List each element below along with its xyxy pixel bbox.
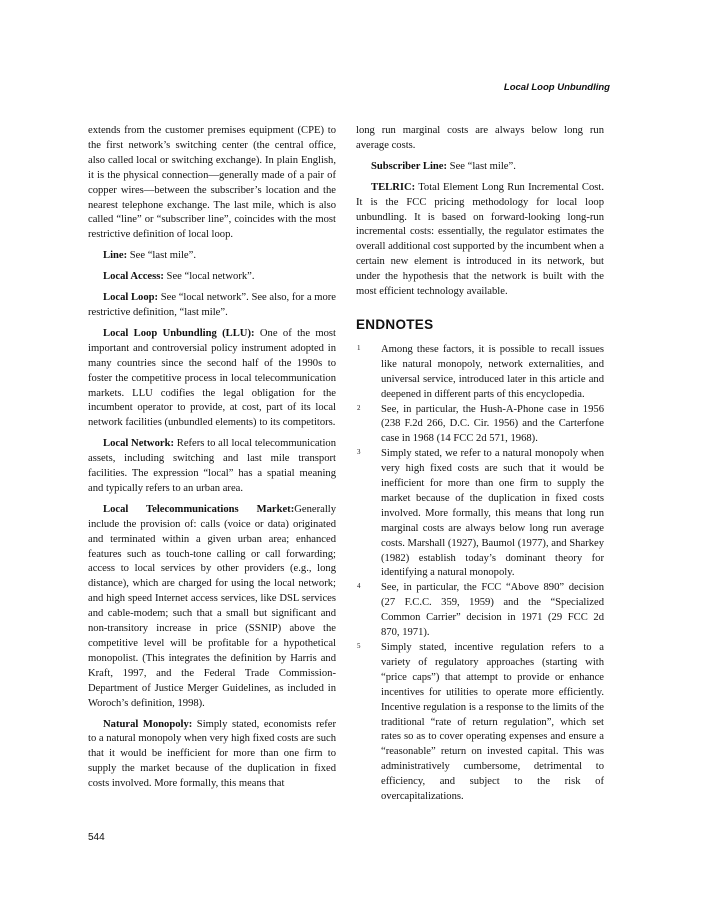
- glossary-definition: Simply stated, economists refer to a natural monopoly when very high fixed costs are such that it would be inefficient for more than one firm to supply the market because of the duplication in fixed costs involved. More formally, this means that: [88, 718, 336, 790]
- glossary-entry-subscriber-line: [356, 160, 604, 175]
- endnote-text: See, in particular, the FCC “Above 890” decision (27 F.C.C. 359, 1959) and the “Specialized Common Carrier” decision in 1971 (29 FCC 2d 870, 1971).: [381, 582, 604, 639]
- glossary-definition: See “last mile”.: [447, 160, 516, 172]
- endnote: [356, 447, 604, 581]
- glossary-term: Natural Monopoly:: [103, 718, 193, 730]
- glossary-definition: Total Element Long Run Incremental Cost. It is the FCC pricing methodology for local loop unbundling. It is based on forward-looking long-run incremental costs: essentially, the regulator estimates the overall additional cost supported by the incumbent when a certain new element is introduced in its network, but under the hypothesis that the network is built with the most efficient technology available.: [356, 181, 604, 298]
- glossary-term: Subscriber Line:: [371, 160, 448, 172]
- endnote-number: 1: [357, 343, 361, 352]
- endnote-number: 3: [357, 448, 361, 457]
- glossary-definition: See “last mile”.: [127, 250, 196, 262]
- glossary-entry-telric: [356, 181, 604, 300]
- endnote: [356, 403, 604, 448]
- glossary-definition: Generally include the provision of: calls (voice or data) originated and terminated within a given urban area; enhanced features such as touch-tone calling or call forwarding; access to local services by other providers (e.g., long distance), which are charged for using the local network; and high speed Internet access services, like DSL services and cable-modem; such that a small but significant and non-transitory increase in price (SSNIP) above the competitive level will be profitable for a hypothetical monopolist. (This integrates the definition by Harris and Kraft, 1997, and the Federal Trade Commission-Department of Justice Merger Guidelines, as included in Woroch’s definition, 1998).: [88, 503, 336, 709]
- glossary-definition: See “local network”.: [163, 271, 255, 283]
- glossary-definition: Refers to all local telecommunication assets, including switching and last mile transport facilities. The expression “local” has a spatial meaning and typically refers to an urban area.: [88, 438, 337, 494]
- endnote-text: See, in particular, the Hush-A-Phone case in 1956 (238 F.2d 266, D.C. Cir. 1956) and the Carterfone case in 1968 (14 FCC 2d 571, 1968).: [381, 403, 604, 445]
- glossary-term: Local Loop:: [103, 292, 159, 304]
- right-column: [356, 124, 604, 805]
- glossary-term: Local Network:: [103, 438, 175, 450]
- glossary-term: Line:: [103, 250, 128, 262]
- endnote-text: Simply stated, incentive regulation refers to a variety of regulatory approaches (starting with “price caps”) that attempt to provide or enhance incentives for utilities to operate more efficiently. Incentive regulation is a response to the limits of the traditional “rate of return regulation”, which set rates so as to cover operating expenses and ensure a “reasonable” return on invested capital. This was administratively cumbersome, detrimental to efficiency, and subject to the risk of overcapitalizations.: [381, 642, 604, 803]
- endnotes-heading: ENDNOTES: [356, 316, 434, 332]
- glossary-entry-natural-monopoly: [88, 718, 336, 793]
- glossary-definition: One of the most important and controversial policy instrument adopted in many countries since the second half of the 1990s to foster the competitive process in local telecommunication markets. LLU codifies the legal obligation for the incumbent operator to provide, at cost, part of its local network facilities (unbundled elements) to its competitors.: [88, 327, 336, 429]
- glossary-entry-line: [88, 249, 336, 264]
- glossary-entry-local-network: [88, 437, 336, 497]
- glossary-entry-llu: [88, 327, 336, 431]
- endnote-number: 5: [357, 642, 361, 650]
- glossary-definition: See “local network”. See also, for a more restrictive definition, “last mile”.: [88, 292, 336, 318]
- endnote: [356, 641, 604, 805]
- endnote-number: 2: [357, 403, 361, 412]
- last-mile-continuation: extends from the customer premises equipment (CPE) to the first network’s switching center (the central office, also called local or switching exchange). In plain English, it is the physical connection—generally made of a pair of copper wires—between the subscriber’s location and the nearest telephone exchange. The last mile, which is also called “line” or “subscriber line”, coincides with the most restrictive definition of local loop.: [88, 125, 336, 241]
- glossary-term: TELRIC:: [371, 181, 416, 193]
- glossary-entry-local-access: [88, 270, 336, 285]
- endnote: [356, 581, 604, 641]
- glossary-term: Local Loop Unbundling (LLU):: [103, 327, 255, 339]
- glossary-term: Local Access:: [103, 271, 164, 283]
- endnote: [356, 343, 604, 403]
- natural-monopoly-continuation: long run marginal costs are always below long run average costs.: [356, 125, 604, 151]
- endnote-text: Simply stated, we refer to a natural monopoly when very high fixed costs are such that it would be inefficient for more than one firm to supply the market because of the duplication in fixed costs involved. More formally, this means that long run marginal costs are always below long run average costs. Marshall (1927), Baumol (1977), and Sharkey (1982) establish today’s dominant theory for identifying a natural monopoly.: [381, 448, 604, 579]
- glossary-entry-local-telecom-market: [88, 503, 336, 712]
- running-head: Local Loop Unbundling: [503, 82, 610, 93]
- endnote-number: 4: [357, 582, 361, 591]
- endnote-text: Among these factors, it is possible to recall issues like natural monopoly, network externalities, and universal service, introduced later in this article and deepened in different parts of this encyclopedia.: [381, 343, 604, 400]
- page-number: 544: [88, 832, 105, 843]
- left-column: [88, 124, 336, 792]
- glossary-entry-local-loop: [88, 291, 336, 321]
- glossary-term: Local Telecommunications Market:: [103, 503, 295, 515]
